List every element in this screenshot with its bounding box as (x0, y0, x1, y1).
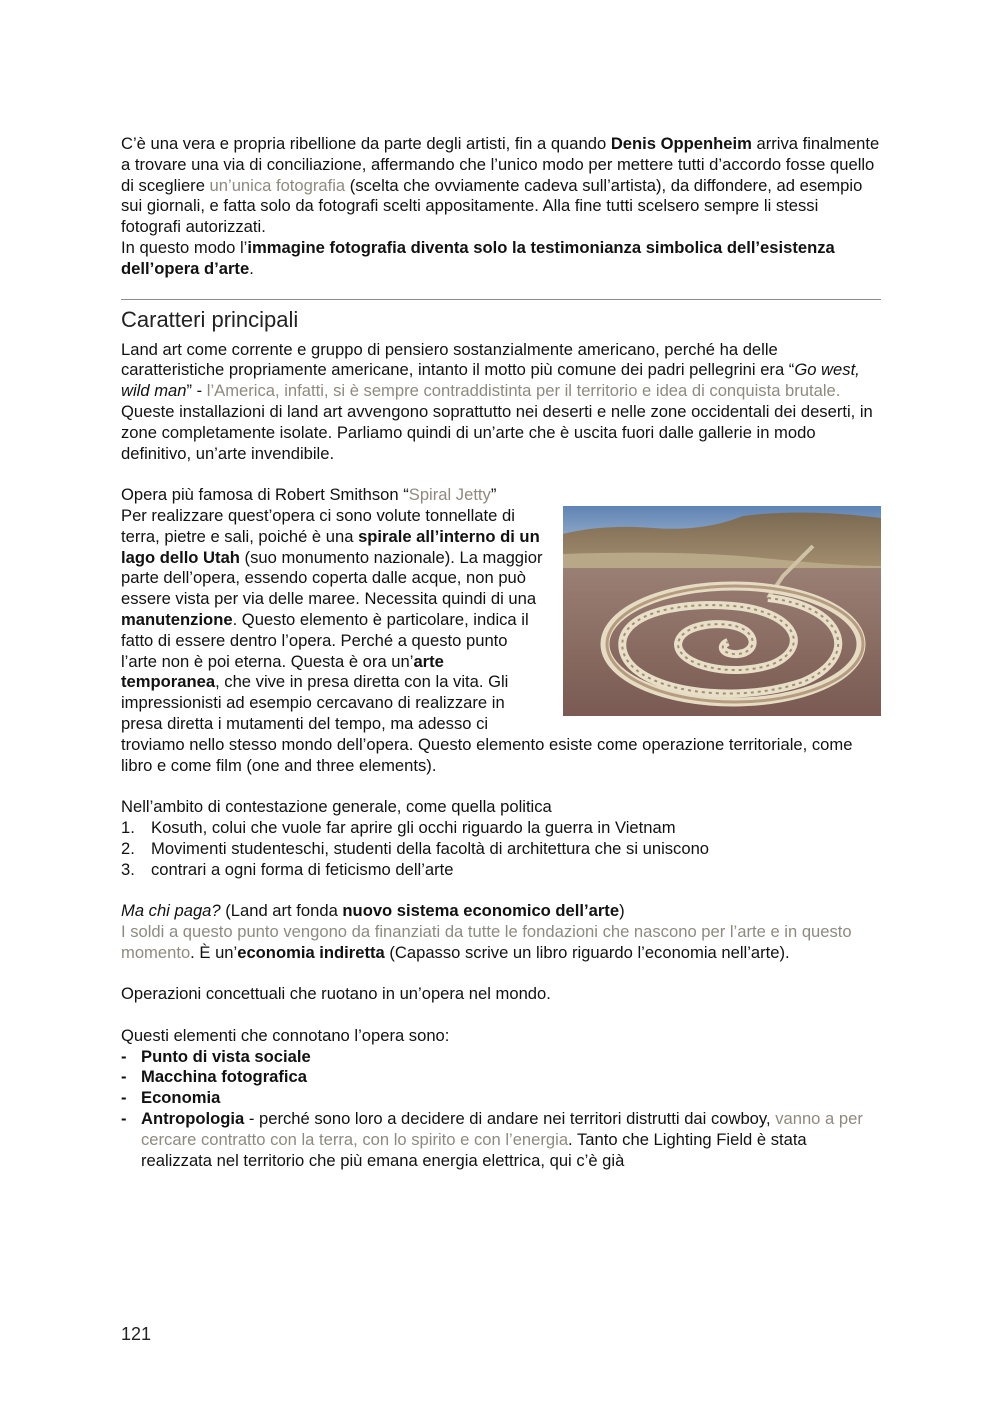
dash-bullet: - (121, 1088, 127, 1108)
text: arriva finalmente a trovare una via di conciliazione, affermando che l’unico modo per mettere tutti d’accordo fosse quello di scegliere (121, 134, 880, 195)
dash-bullet: - (121, 1046, 127, 1066)
text: C’è una vera e propria ribellione da parte degli artisti, fin a quando (121, 134, 611, 153)
page-number: 121 (121, 1324, 152, 1344)
page-content (121, 134, 881, 1171)
text: , che vive in presa diretta con la vita. Gli impressionisti ad esempio cercavano di realizzare in presa diretta i mutamenti del tempo, ma adesso ci troviamo nello stesso mondo dell’opera. Questo elemento esiste come operazione territoriale, come libro e come film (one and three elements). (121, 672, 853, 775)
list-number: 2. (121, 838, 135, 858)
list-item (121, 860, 881, 881)
text: (suo monumento nazionale). La maggior parte dell’opera, essendo coperta dalle acque, non può essere vista per via delle maree. Necessita quindi di una (121, 547, 543, 609)
list-item (121, 839, 881, 860)
spiral-jetty-photo (563, 506, 881, 716)
text: ” - (186, 381, 207, 401)
highlight-text: l’America, infatti, si è sempre contraddistinta per il territorio e idea di conquista brutale. (206, 381, 841, 401)
landart-paragraph (121, 340, 881, 402)
list-text: Punto di vista sociale (141, 1046, 311, 1066)
elements-intro: Questi elementi che connotano l’opera sono: (121, 1025, 450, 1045)
text: Opera più famosa di Robert Smithson “ (121, 485, 409, 505)
text: Land art come corrente e gruppo di pensiero sostanzialmente americano, perché ha delle caratteristiche propriamente americane, intanto il motto più comune dei padri pellegrini era “ (121, 339, 795, 380)
text: ) (619, 901, 625, 921)
list-item (121, 1047, 881, 1068)
list-item (121, 1067, 881, 1088)
bold-text: spirale all’interno di un lago dello Utah (121, 526, 540, 567)
bold-text: nuovo sistema economico dell’arte (342, 901, 620, 921)
list-item (121, 1109, 881, 1171)
list-text: contrari a ogni forma di feticismo dell’arte (151, 859, 454, 879)
text: . È un’ (190, 942, 238, 962)
intro-conclusion (121, 238, 881, 280)
bold-text: economia indiretta (237, 942, 385, 962)
dash-bullet: - (121, 1109, 127, 1129)
italic-text: Ma chi paga? (121, 901, 221, 921)
contest-intro: Nell’ambito di contestazione generale, come quella politica (121, 797, 552, 817)
section-title: Caratteri principali (121, 306, 299, 332)
bold-text: Antropologia (141, 1109, 245, 1129)
list-item (121, 818, 881, 839)
list-number: 3. (121, 859, 135, 879)
text: . Questo elemento è particolare, indica il fatto di essere dentro l’opera. Perché a questo punto l’arte non è poi eterna. Questa è ora un’ (121, 609, 529, 671)
list-text: Macchina fotografica (141, 1067, 307, 1087)
list-text: Economia (141, 1088, 221, 1108)
highlight-text: un’unica fotografia (209, 175, 346, 195)
landart-paragraph-2: Queste installazioni di land art avvengono soprattutto nei deserti e nelle zone occidentali dei deserti, in zone completamente isolate. Parliamo quindi di un’arte che è uscita fuori dalle gallerie in modo definitivo, un’arte invendibile. (121, 401, 873, 463)
italic-text: Go west, wild man (121, 360, 860, 401)
text: (Capasso scrive un libro riguardo l’economia nell’arte). (384, 942, 790, 962)
economy-paragraph (121, 922, 881, 964)
list-text: Kosuth, colui che vuole far aprire gli occhi riguardo la guerra in Vietnam (151, 817, 676, 837)
highlight-text: vanno a per cercare contratto con la terra, con lo spirito e con l’energia (141, 1109, 863, 1149)
list-text: Movimenti studenteschi, studenti della facoltà di architettura che si uniscono (151, 838, 710, 858)
elements-list (121, 1047, 881, 1172)
text: (scelta che ovviamente cadeva sull’artista), da diffondere, ad esempio sui giornali, e fatta solo da fotografi scelti appositamente. Alla fine tutti scelsero sempre li stessi fotografi autorizzati. (121, 175, 863, 237)
highlight-text: Spiral Jetty (408, 485, 491, 505)
list-item (121, 1088, 881, 1109)
text: In questo modo l’ (121, 237, 248, 257)
bold-text: Denis Oppenheim (610, 134, 752, 153)
text: ” (490, 485, 497, 505)
text: . Tanto che Lighting Field è stata realizzata nel territorio che più emana energia elettrica, qui c’è già (141, 1129, 807, 1170)
economy-question (121, 901, 881, 922)
contest-list (121, 818, 881, 880)
intro-paragraph (121, 134, 881, 238)
spiral-intro (121, 485, 881, 506)
text: . (249, 258, 254, 278)
bold-text: arte temporanea (121, 651, 444, 692)
dash-bullet: - (121, 1067, 127, 1087)
list-number: 1. (121, 817, 135, 837)
text: (Land art fonda (220, 901, 343, 921)
section-divider (121, 299, 881, 300)
operations-paragraph: Operazioni concettuali che ruotano in un’opera nel mondo. (121, 984, 551, 1004)
highlight-text: I soldi a questo punto vengono da finanziati da tutte le fondazioni che nascono per l’arte e in questo momento (121, 921, 852, 962)
bold-text: immagine fotografia diventa solo la testimonianza simbolica dell’esistenza dell’opera d’arte (121, 237, 835, 278)
text: Per realizzare quest’opera ci sono volute tonnellate di terra, pietre e sali, poiché è una (121, 505, 515, 546)
bold-text: manutenzione (121, 609, 233, 629)
text: - perché sono loro a decidere di andare nei territori distrutti dai cowboy, (244, 1109, 776, 1129)
